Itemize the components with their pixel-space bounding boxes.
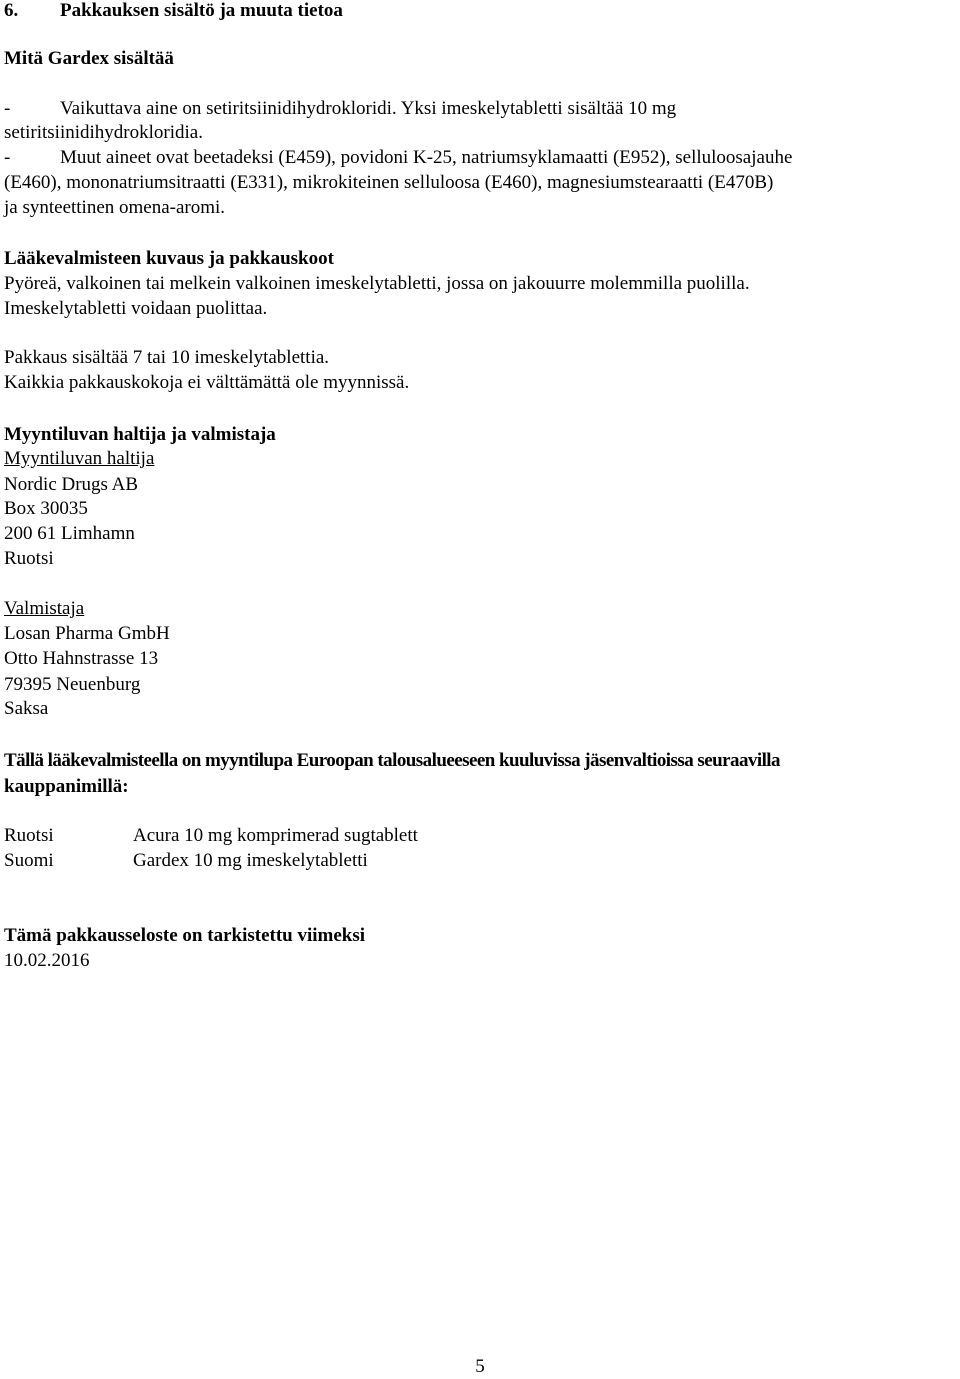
manufacturer-line-3: 79395 Neuenburg <box>4 674 141 695</box>
description-heading: Lääkevalmisteen kuvaus ja pakkauskoot <box>4 248 334 269</box>
eea-row-2 <box>4 850 956 872</box>
page-number: 5 <box>475 1356 485 1377</box>
contents-item-2-line-2: (E460), mononatriumsitraatti (E331), mikrokiteinen selluloosa (E460), magnesiumstearaatti (E470B) <box>4 172 774 193</box>
eea-heading-line-1: Tällä lääkevalmisteella on myyntilupa Euroopan talousalueeseen kuuluvissa jäsenvaltioissa seuraavilla <box>4 750 780 771</box>
eea-row-1 <box>4 825 956 847</box>
mah-line-2: Box 30035 <box>4 498 88 519</box>
revised-heading: Tämä pakkausseloste on tarkistettu viimeksi <box>4 925 366 946</box>
section-heading <box>4 0 343 22</box>
eea-row-1-country: Ruotsi <box>4 825 54 846</box>
eea-row-1-name: Acura 10 mg komprimerad sugtablett <box>133 825 418 846</box>
pack-line-1: Pakkaus sisältää 7 tai 10 imeskelytablettia. <box>4 347 330 368</box>
mah-label: Myyntiluvan haltija <box>4 448 155 469</box>
list-marker: - <box>4 98 11 119</box>
description-line-2: Imeskelytabletti voidaan puolittaa. <box>4 298 268 319</box>
manufacturer-line-4: Saksa <box>4 698 49 719</box>
contents-item-1-line-1: Vaikuttava aine on setiritsiinidihydrokloridi. Yksi imeskelytabletti sisältää 10 mg <box>60 98 677 119</box>
contents-item-1-line-2: setiritsiinidihydrokloridia. <box>4 122 203 143</box>
description-line-1: Pyöreä, valkoinen tai melkein valkoinen imeskelytabletti, jossa on jakouurre molemmilla puolilla. <box>4 273 750 294</box>
section-title: Pakkauksen sisältö ja muuta tietoa <box>60 0 343 21</box>
mah-line-4: Ruotsi <box>4 548 54 569</box>
eea-row-2-country: Suomi <box>4 850 54 871</box>
manufacturer-label: Valmistaja <box>4 598 85 619</box>
revised-date: 10.02.2016 <box>4 950 90 971</box>
manufacturer-line-2: Otto Hahnstrasse 13 <box>4 648 159 669</box>
manufacturer-line-1: Losan Pharma GmbH <box>4 623 170 644</box>
section-number: 6. <box>4 0 19 21</box>
holder-heading: Myyntiluvan haltija ja valmistaja <box>4 424 276 445</box>
contents-heading: Mitä Gardex sisältää <box>4 48 174 69</box>
list-marker: - <box>4 147 11 168</box>
mah-line-3: 200 61 Limhamn <box>4 523 135 544</box>
eea-row-2-name: Gardex 10 mg imeskelytabletti <box>133 850 368 871</box>
contents-item-2-line-3: ja synteettinen omena-aromi. <box>4 197 226 218</box>
pack-line-2: Kaikkia pakkauskokoja ei välttämättä ole myynnissä. <box>4 372 410 393</box>
mah-line-1: Nordic Drugs AB <box>4 474 139 495</box>
contents-item-2-line-1: Muut aineet ovat beetadeksi (E459), povidoni K-25, natriumsyklamaatti (E952), selluloosajauhe <box>60 147 793 168</box>
eea-heading-line-2: kauppanimillä: <box>4 776 129 797</box>
